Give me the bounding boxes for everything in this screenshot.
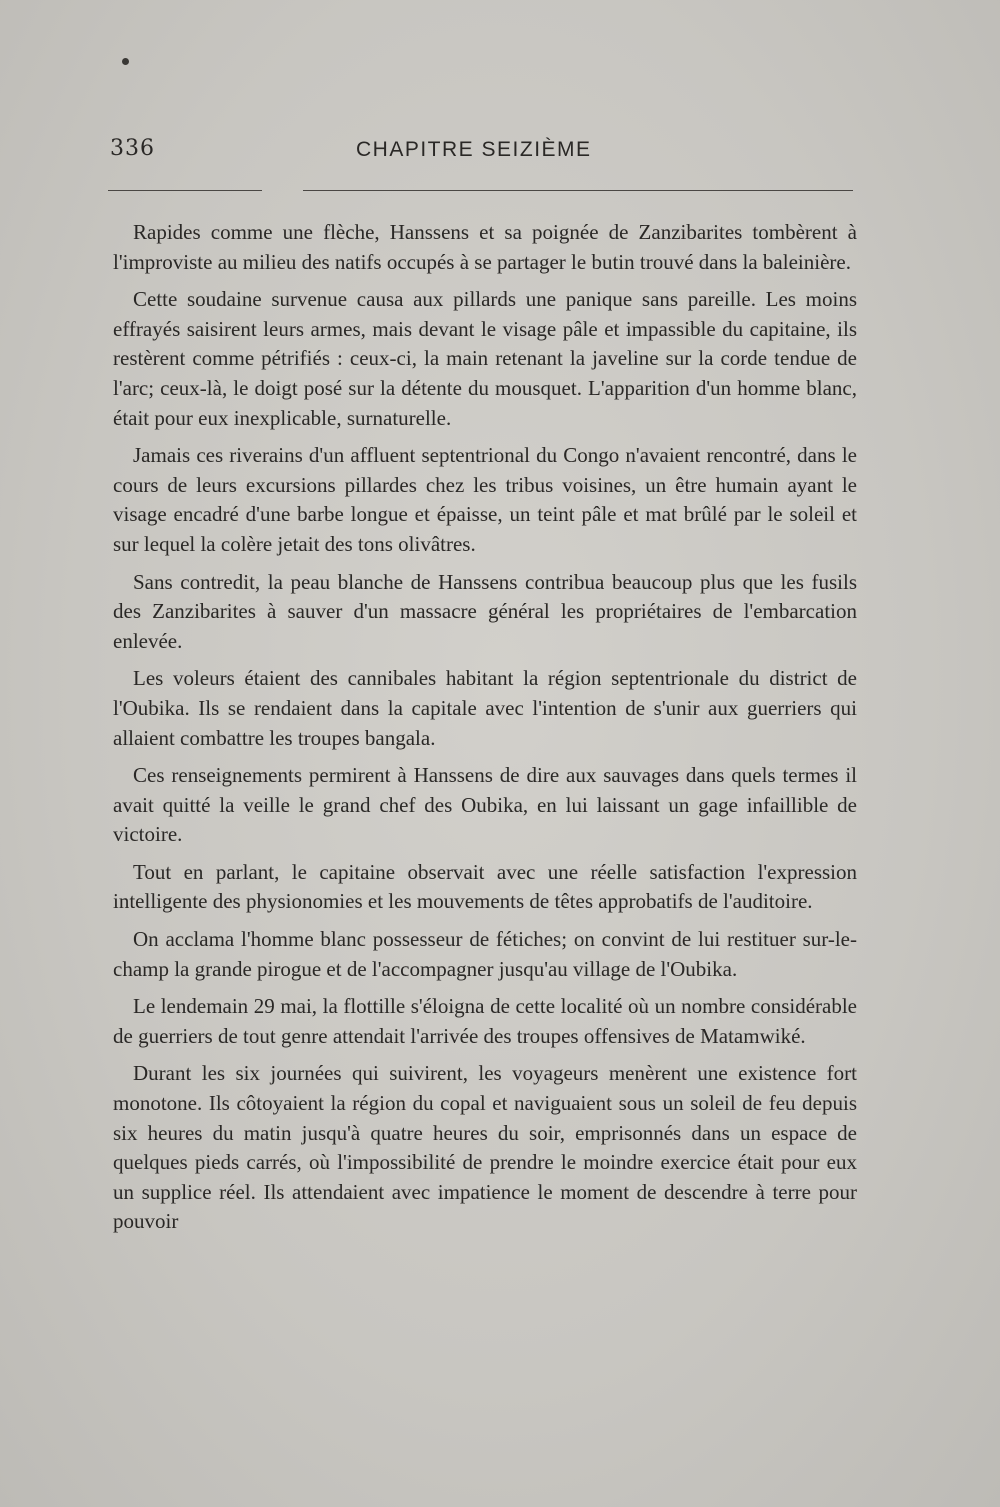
header-rule-right (303, 190, 853, 191)
ink-spot (122, 58, 129, 65)
page-number: 336 (110, 136, 155, 161)
paragraph: Rapides comme une flèche, Hanssens et sa poignée de Zanzibarites tombèrent à l'improviste au milieu des natifs occupés à se partager le butin trouvé dans la baleinière. (113, 220, 857, 274)
paragraph: Ces renseignements permirent à Hanssens de dire aux sauvages dans quels termes il avait quitté la veille le grand chef des Oubika, en lui laissant un gage infaillible de victoire. (113, 763, 857, 847)
paragraph: Jamais ces riverains d'un affluent septentrional du Congo n'avaient rencontré, dans le cours de leurs excursions pillardes chez les tribus voisines, un être humain ayant le visage encadré d'une barbe longue et épaisse, un teint pâle et mat brûlé par le soleil et sur lequel la colère jetait des tons olivâtres. (113, 443, 857, 556)
paragraph: Les voleurs étaient des cannibales habitant la région septentrionale du district de l'Oubika. Ils se rendaient dans la capitale avec l'intention de s'unir aux guerriers qui allaient combattre les troupes bangala. (113, 666, 857, 750)
page-header (110, 136, 850, 166)
paragraph: On acclama l'homme blanc possesseur de fétiches; on convint de lui restituer sur-le-champ la grande pirogue et de l'accompagner jusqu'au village de l'Oubika. (113, 927, 857, 981)
paragraph: Le lendemain 29 mai, la flottille s'éloigna de cette localité où un nombre considérable de guerriers de tout genre attendait l'arrivée des troupes offensives de Matamwiké. (113, 994, 857, 1048)
paragraph: Sans contredit, la peau blanche de Hanssens contribua beaucoup plus que les fusils des Zanzibarites à sauver d'un massacre général les propriétaires de l'embarcation enlevée. (113, 569, 857, 653)
body-text (113, 218, 857, 1245)
paragraph: Cette soudaine survenue causa aux pillards une panique sans pareille. Les moins effrayés saisirent leurs armes, mais devant le visage pâle et impassible du capitaine, ils restèrent comme pétrifiés : ceux-ci, la main retenant la javeline sur la corde tendue de l'arc; ceux-là, le doigt posé sur la détente du mousquet. L'apparition d'un homme blanc, était pour eux inexplicable, surnaturelle. (113, 287, 857, 430)
paragraph: Durant les six journées qui suivirent, les voyageurs menèrent une existence fort monotone. Ils côtoyaient la région du copal et naviguaient sous un soleil de feu depuis six heures du matin jusqu'à quatre heures du soir, emprisonnés dans un espace de quelques pieds carrés, où l'impossibilité de prendre le moindre exercice était pour eux un supplice réel. Ils attendaient avec impatience le moment de descendre à terre pour pouvoir (113, 1061, 857, 1234)
header-rule-left (108, 190, 262, 191)
paragraph: Tout en parlant, le capitaine observait avec une réelle satisfaction l'expression intelligente des physionomies et les mouvements de têtes approbatifs de l'auditoire. (113, 859, 857, 914)
running-title: CHAPITRE SEIZIÈME (356, 138, 592, 161)
